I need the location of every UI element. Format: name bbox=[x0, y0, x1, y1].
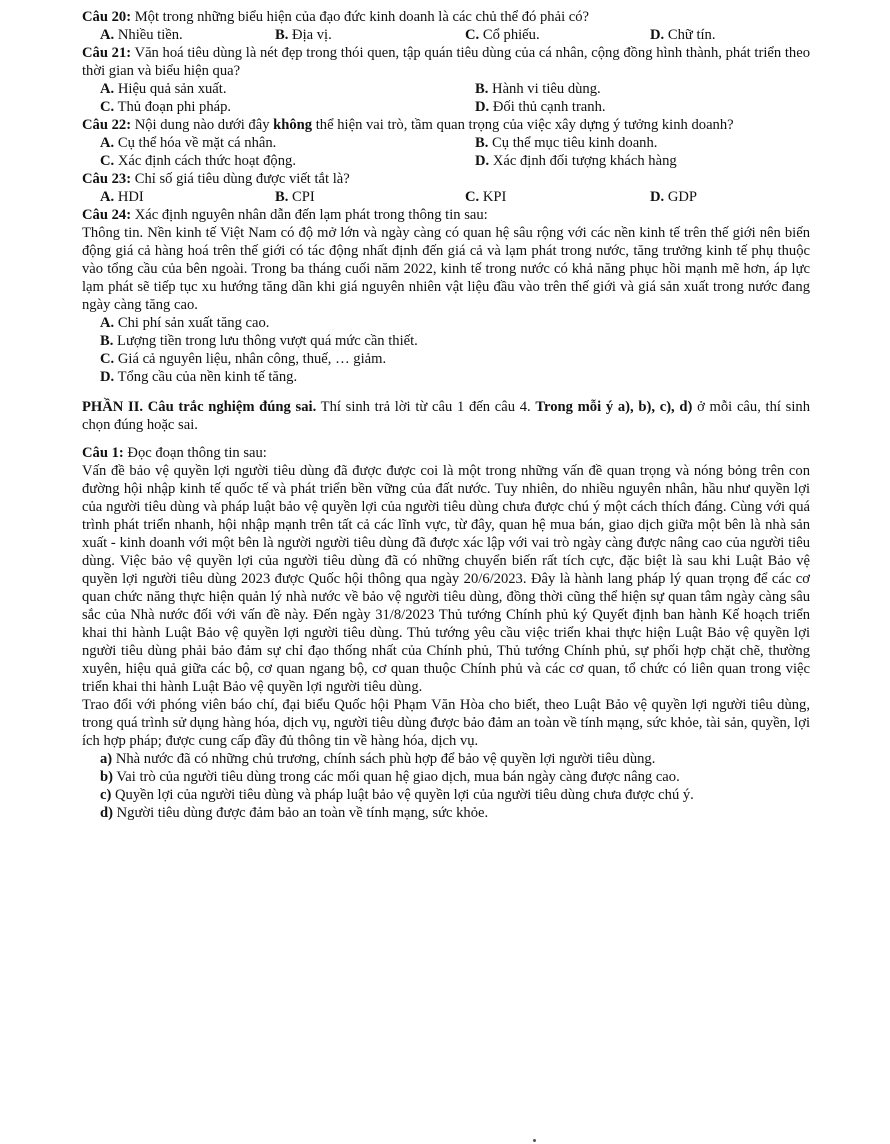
option-b bbox=[475, 80, 830, 98]
option-text: KPI bbox=[479, 189, 507, 205]
option-label: D. bbox=[650, 189, 665, 205]
question-21 bbox=[82, 44, 810, 116]
option-label: C. bbox=[465, 27, 480, 43]
option-label: B. bbox=[275, 27, 289, 43]
statement-label: d) bbox=[100, 805, 113, 821]
option-c bbox=[100, 152, 475, 170]
statement-b bbox=[82, 768, 810, 786]
question-21-stem bbox=[82, 44, 810, 80]
option-a bbox=[100, 80, 475, 98]
options-row bbox=[82, 188, 810, 206]
page-mark bbox=[533, 1139, 536, 1142]
option-label: A. bbox=[100, 315, 115, 331]
section-title: PHẦN II. Câu trắc nghiệm đúng sai. bbox=[82, 399, 317, 415]
option-d bbox=[475, 98, 830, 116]
option-text: Xác định cách thức hoạt động. bbox=[114, 153, 296, 169]
options-grid bbox=[82, 80, 810, 116]
option-a bbox=[100, 188, 275, 206]
question-23 bbox=[82, 170, 810, 206]
option-text: HDI bbox=[114, 189, 144, 205]
option-a bbox=[100, 134, 475, 152]
option-text: Thủ đoạn phi pháp. bbox=[114, 99, 232, 115]
option-label: D. bbox=[475, 153, 490, 169]
question-text: Nội dung nào dưới đây bbox=[131, 117, 274, 133]
question-number: Câu 22: bbox=[82, 117, 132, 133]
option-b bbox=[475, 134, 830, 152]
question-number: Câu 23: bbox=[82, 171, 132, 187]
statement-text: Nhà nước đã có những chủ trương, chính sách phù hợp để bảo vệ quyền lợi người tiêu dùng. bbox=[112, 751, 656, 767]
info-passage: Thông tin. Nền kinh tế Việt Nam có độ mở lớn và ngày càng có quan hệ sâu rộng với các nền kinh tế trên thế giới nên biến động giá cả hàng hoá trên thế giới có tác động nhất định đến giá cả và lạm phát trong nước, tăng trưởng kinh tế phụ thuộc vào tổng cầu của bên ngoài. Trong ba tháng cuối năm 2022, kinh tế trong nước có khả năng phục hồi mạnh mẽ hơn, áp lực lạm phát sẽ tiếp tục xu hướng tăng dần khi giá nguyên nhiên vật liệu đầu vào trên thế giới và giá sản xuất trong nước đang ngày càng tăng cao. bbox=[82, 225, 810, 313]
question-20 bbox=[82, 8, 810, 44]
option-text: Đối thủ cạnh tranh. bbox=[489, 99, 606, 115]
option-c bbox=[465, 188, 650, 206]
option-label: B. bbox=[100, 333, 114, 349]
section-instruction: ở mỗi câu, thí sinh chọn đúng hoặc sai. bbox=[82, 399, 810, 433]
question-24-stem bbox=[82, 206, 810, 224]
option-label: A. bbox=[100, 189, 115, 205]
option-label: C. bbox=[100, 99, 115, 115]
statement-text: Vai trò của người tiêu dùng trong các mối quan hệ giao dịch, mua bán ngày càng được nâng cao. bbox=[112, 769, 680, 785]
options-grid bbox=[82, 134, 810, 170]
option-text: Hành vi tiêu dùng. bbox=[488, 81, 601, 97]
statement-c bbox=[82, 786, 810, 804]
option-label: D. bbox=[475, 99, 490, 115]
option-label: D. bbox=[650, 27, 665, 43]
option-label: A. bbox=[100, 135, 115, 151]
question-emphasis: không bbox=[273, 117, 313, 133]
option-text: GDP bbox=[664, 189, 698, 205]
option-label: B. bbox=[475, 135, 489, 151]
section-instruction-emphasis: Trong mỗi ý a), b), c), d) bbox=[535, 399, 693, 415]
option-text: Lượng tiền trong lưu thông vượt quá mức cần thiết. bbox=[113, 333, 418, 349]
statement-label: b) bbox=[100, 769, 113, 785]
statement-d bbox=[82, 804, 810, 822]
question-number: Câu 21: bbox=[82, 45, 132, 61]
question-text: Văn hoá tiêu dùng là nét đẹp trong thói quen, tập quán tiêu dùng của cá nhân, cộng đồng hình thành, phát triển theo thời gian và biểu hiện qua? bbox=[82, 45, 810, 79]
statement-label: a) bbox=[100, 751, 113, 767]
option-label: B. bbox=[475, 81, 489, 97]
option-b bbox=[275, 188, 465, 206]
option-b bbox=[275, 26, 465, 44]
option-text: Địa vị. bbox=[288, 27, 332, 43]
question-number: Câu 1: bbox=[82, 445, 124, 461]
option-label: C. bbox=[100, 351, 115, 367]
option-label: C. bbox=[465, 189, 480, 205]
section-instruction: Thí sinh trả lời từ câu 1 đến câu 4. bbox=[316, 399, 536, 415]
option-d bbox=[650, 188, 770, 206]
passage-paragraph-1: Vấn đề bảo vệ quyền lợi người tiêu dùng đã được được coi là một trong những vấn đề quan trọng và nóng bỏng trên con đường hội nhập kinh tế quốc tế và phát triển bền vững của đất nước. Tuy nhiên, do nhiều nguyên nhân, hầu như quyền lợi của người tiêu dùng và pháp luật bảo vệ quyền lợi của người tiêu dùng chưa được chú ý một cách thích đáng. Cùng với quá trình phát triển nhanh, hội nhập mạnh trên tất cả các lĩnh vực, từ đây, quan hệ mua bán, giao dịch giữa một bên là nhà sản xuất - kinh doanh với một bên là người người tiêu dùng đã được xác lập với vai trò ngày càng được nâng cao của người tiêu dùng. Việc bảo vệ quyền lợi của người tiêu dùng đã có những chuyển biến rất tích cực, đặc biệt là sau khi Luật Bảo vệ quyền lợi người tiêu dùng 2023 được Quốc hội thông qua ngày 20/6/2023. Đây là hành lang pháp lý quan trọng để các cơ quan chức năng thực hiện quản lý nhà nước về bảo vệ người tiêu dùng, đồng thời cũng thể hiện sự quan tâm ngày càng sâu sắc của Nhà nước đối với vấn đề này. Đến ngày 31/8/2023 Thủ tướng Chính phủ ký Quyết định ban hành Kế hoạch triển khai thi hành Luật Bảo vệ quyền lợi người tiêu dùng. Thủ tướng yêu cầu việc triển khai thực hiện Luật Bảo vệ quyền lợi người tiêu dùng phải bảo đảm sự chỉ đạo thống nhất của Chính phủ, Thủ tướng Chính phủ, sự phối hợp chặt chẽ, thường xuyên, hiệu quả giữa các bộ, cơ quan ngang bộ, cơ quan thuộc Chính phủ và các cơ quan, tổ chức có liên quan trong việc triển khai thi hành Luật Bảo vệ quyền lợi người tiêu dùng. bbox=[82, 463, 810, 695]
option-c bbox=[100, 350, 810, 368]
option-text: Giá cả nguyên liệu, nhân công, thuế, … giảm. bbox=[114, 351, 387, 367]
option-a bbox=[100, 26, 275, 44]
option-a bbox=[100, 314, 810, 332]
option-text: Hiệu quả sản xuất. bbox=[114, 81, 227, 97]
question-number: Câu 20: bbox=[82, 9, 132, 25]
options-column bbox=[82, 314, 810, 386]
statement-text: Người tiêu dùng được đảm bảo an toàn về tính mạng, sức khỏe. bbox=[112, 805, 489, 821]
option-b bbox=[100, 332, 810, 350]
question-22 bbox=[82, 116, 810, 170]
option-text: Chữ tín. bbox=[664, 27, 716, 43]
option-d bbox=[475, 152, 830, 170]
question-text: Xác định nguyên nhân dẫn đến lạm phát trong thông tin sau: bbox=[131, 207, 488, 223]
option-label: A. bbox=[100, 27, 115, 43]
option-text: Cổ phiếu. bbox=[479, 27, 540, 43]
question-1-stem bbox=[82, 444, 810, 462]
statement-a bbox=[82, 750, 810, 768]
question-23-stem bbox=[82, 170, 810, 188]
option-c bbox=[465, 26, 650, 44]
option-label: D. bbox=[100, 369, 115, 385]
option-text: Chi phí sản xuất tăng cao. bbox=[114, 315, 270, 331]
part-2-question-1 bbox=[82, 444, 810, 822]
question-text: Một trong những biểu hiện của đạo đức kinh doanh là các chủ thể đó phải có? bbox=[131, 9, 590, 25]
statement-text: Quyền lợi của người tiêu dùng và pháp luật bảo vệ quyền lợi của người tiêu dùng chưa được chú ý. bbox=[111, 787, 694, 803]
question-24 bbox=[82, 206, 810, 386]
question-22-stem bbox=[82, 116, 810, 134]
question-number: Câu 24: bbox=[82, 207, 132, 223]
option-text: Nhiều tiền. bbox=[114, 27, 183, 43]
options-row bbox=[82, 26, 810, 44]
question-text: thể hiện vai trò, tầm quan trọng của việc xây dựng ý tưởng kinh doanh? bbox=[312, 117, 734, 133]
part-2-heading bbox=[82, 398, 810, 434]
option-text: Xác định đối tượng khách hàng bbox=[489, 153, 677, 169]
question-text: Chỉ số giá tiêu dùng được viết tắt là? bbox=[131, 171, 350, 187]
option-text: Cụ thể mục tiêu kinh doanh. bbox=[488, 135, 658, 151]
passage-paragraph-2: Trao đổi với phóng viên báo chí, đại biểu Quốc hội Phạm Văn Hòa cho biết, theo Luật Bảo vệ quyền lợi người tiêu dùng, trong quá trình sử dụng hàng hóa, dịch vụ, người tiêu dùng được bảo đảm an toàn về tính mạng, sức khỏe, tài sản, quyền, lợi ích hợp pháp; được cung cấp đầy đủ thông tin về hàng hóa, dịch vụ. bbox=[82, 697, 810, 749]
option-text: CPI bbox=[288, 189, 315, 205]
statement-label: c) bbox=[100, 787, 112, 803]
option-d bbox=[650, 26, 770, 44]
question-20-stem bbox=[82, 8, 810, 26]
question-text: Đọc đoạn thông tin sau: bbox=[123, 445, 267, 461]
option-text: Tổng cầu của nền kinh tế tăng. bbox=[114, 369, 298, 385]
option-label: C. bbox=[100, 153, 115, 169]
option-c bbox=[100, 98, 475, 116]
option-text: Cụ thể hóa về mặt cá nhân. bbox=[114, 135, 277, 151]
option-d bbox=[100, 368, 810, 386]
option-label: A. bbox=[100, 81, 115, 97]
option-label: B. bbox=[275, 189, 289, 205]
